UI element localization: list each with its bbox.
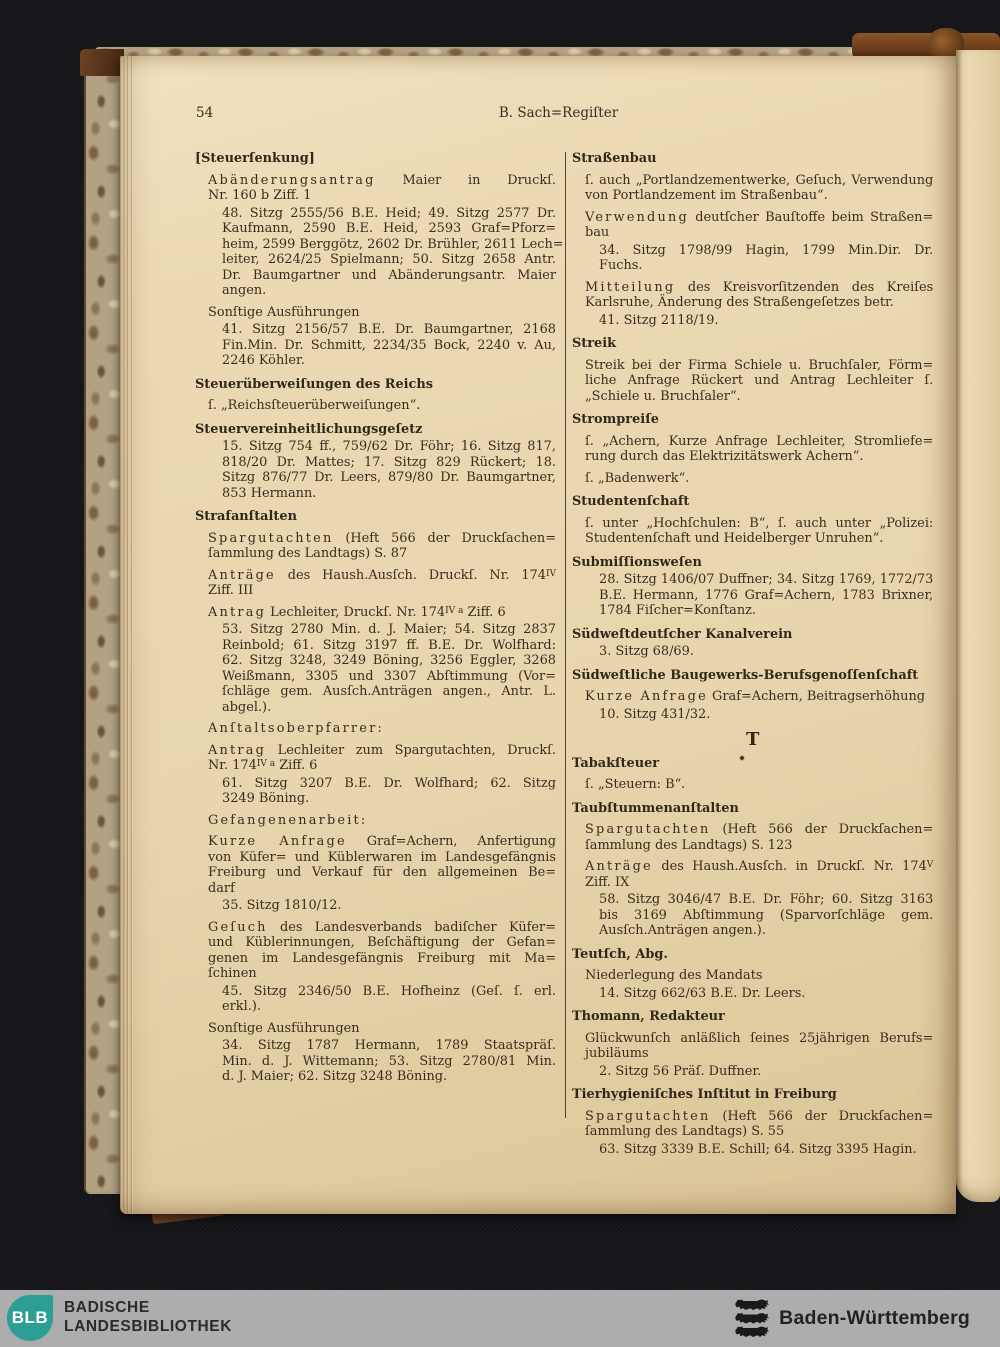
text-line: jubiläums xyxy=(585,1046,649,1061)
index-entry-heading: Steuerüberweiſungen des Reichs xyxy=(195,376,434,392)
text-line: ſammlung des Landtags) S. 55 xyxy=(585,1124,785,1139)
index-entry-block xyxy=(195,834,556,896)
index-entry-block xyxy=(195,1038,556,1085)
text-line: Kurze Anfrage Graf=Achern, Anfertigung xyxy=(208,834,556,849)
text-line: 58. Sitzg 3046/47 B.E. Dr. Föhr; 60. Sitzg 3163 xyxy=(599,892,934,907)
index-entry-block xyxy=(572,689,933,705)
blb-logo-text: BLB xyxy=(11,1308,49,1327)
index-entry-heading: Steuervereinheitlichungsgeſetz xyxy=(195,421,423,437)
text-line: 34. Sitzg 1798/99 Hagin, 1799 Min.Dir. Dr. xyxy=(599,242,934,258)
index-entry-block xyxy=(195,984,556,1015)
index-entry-heading: [Steuerſenkung] xyxy=(195,151,315,166)
text-line: 1784 Fiſcher=Konſtanz. xyxy=(599,603,757,618)
text-line: ſ. „Steuern: B“. xyxy=(585,777,686,792)
text-line: von Küfer= und Küblerwaren im Landesgefängnis xyxy=(208,849,556,865)
index-entry-block xyxy=(195,776,556,807)
index-entry-heading: Strafanſtalten xyxy=(195,509,297,524)
index-entry-block xyxy=(195,813,556,829)
text-line: Anträge des Haush.Ausſch. in Druckſ. Nr. $174^V$ xyxy=(585,859,934,874)
state-name: Baden-Württemberg xyxy=(779,1307,970,1329)
text-line: ſ. „Reichsſteuerüberweiſungen“. xyxy=(208,398,421,413)
text-line: 62. Sitzg 3248, 3249 Böning, 3256 Eggler, 3268 xyxy=(222,653,556,668)
text-line: Freiburg und Verkauf für den allgemeinen Be= xyxy=(208,865,556,880)
text-line: 45. Sitzg 2346/50 B.E. Hofheinz (Geſ. ſ. erl. xyxy=(222,983,556,999)
library-name xyxy=(64,1298,232,1336)
text-line: Spargutachten (Heft 566 der Druckſachen= xyxy=(585,1108,934,1124)
index-entry-heading: Tierhygieniſches Inſtitut in Freiburg xyxy=(572,1087,837,1102)
library-name-line1: BADISCHE xyxy=(64,1299,150,1316)
index-entry-block xyxy=(572,1142,933,1158)
text-line: ſammlung des Landtags) S. 123 xyxy=(585,837,793,853)
text-line: Abänderungsantrag Maier in Druckſ. xyxy=(208,172,556,188)
text-line: Sonſtige Ausführungen xyxy=(208,1020,360,1036)
index-entry-block xyxy=(572,173,933,204)
state-branding xyxy=(734,1290,970,1347)
text-line: Verwendung deutſcher Bauſtoffe beim Straßen= xyxy=(585,209,934,225)
text-line: darf xyxy=(208,880,235,896)
index-entry-block xyxy=(195,305,556,321)
text-line: 10. Sitzg 431/32. xyxy=(599,706,711,722)
index-entry-block xyxy=(195,1021,556,1037)
text-line: Nr. 160 b Ziff. 1 xyxy=(208,188,312,203)
index-entry-block xyxy=(572,822,933,853)
book-spine-leather-corner xyxy=(80,49,124,76)
text-line: 3249 Böning. xyxy=(222,791,310,806)
index-entry-heading: Südweſtdeutſcher Kanalverein xyxy=(572,626,793,642)
index-entry-block xyxy=(195,605,556,621)
index-entry-heading: Taubſtummenanſtalten xyxy=(572,800,739,816)
text-line: Reinbold; 61. Sitzg 3197 ff. B.E. Dr. Wolfhard: xyxy=(222,637,556,653)
text-line: ſ. auch „Portlandzementwerke, Geſuch, Verwendung xyxy=(585,172,934,188)
index-entry-block xyxy=(572,1109,933,1140)
index-entry-block xyxy=(572,707,933,723)
text-line: Geſuch des Landesverbands badiſcher Küfer= xyxy=(208,919,556,935)
text-line: 14. Sitzg 662/63 B.E. Dr. Leers. xyxy=(599,985,806,1001)
text-line: d. J. Maier; 62. Sitzg 3248 Böning. xyxy=(222,1069,448,1084)
text-line: bis 3169 Abſtimmung (Sparvorſchläge gem. xyxy=(599,907,934,923)
text-line: Fin.Min. Dr. Schmitt, 2234/35 Bock, 2240 v. Au, xyxy=(222,337,556,353)
index-entry-block xyxy=(572,777,933,793)
text-line: Karlsruhe, Änderung des Straßengeſetzes betr. xyxy=(585,295,894,310)
text-line: Mitteilung des Kreisvorſitzenden des Kreiſes xyxy=(585,279,934,295)
text-line: leiter, 2624/25 Spielmann; 50. Sitzg 2658 Antr. xyxy=(222,252,556,267)
index-entry-block xyxy=(195,531,556,562)
index-entry-block xyxy=(572,434,933,465)
index-entry xyxy=(572,1009,933,1079)
index-entry-block xyxy=(572,572,933,619)
blb-logo xyxy=(7,1295,53,1341)
index-entry-heading: Straßenbau xyxy=(572,151,657,166)
text-line: Ziff. IX xyxy=(585,874,630,890)
index-entry-block xyxy=(195,920,556,982)
text-line: Sonſtige Ausführungen xyxy=(208,304,360,320)
column-divider-rule xyxy=(565,152,566,1118)
text-line: liche Anfrage Rückert und Antrag Lechleiter ſ. xyxy=(585,373,934,388)
index-entry xyxy=(195,422,556,502)
text-line: ſchläge gem. Ausſch.Anträgen angen., Antr. L. xyxy=(222,684,556,699)
index-entry-block xyxy=(572,859,933,890)
index-entry xyxy=(572,947,933,1002)
text-line: Ziff. III xyxy=(208,583,254,598)
index-entry-block xyxy=(572,210,933,241)
text-line: ſchinen xyxy=(208,966,257,981)
text-line: angen. xyxy=(222,283,267,298)
text-line: Anträge des Haush.Ausſch. Druckſ. Nr. $174^{IV}$ xyxy=(208,567,556,583)
index-entry xyxy=(572,801,933,939)
index-entry xyxy=(572,756,933,793)
index-entry xyxy=(572,151,933,328)
page-number: 54 xyxy=(196,105,214,121)
text-line: von Portlandzement im Straßenbau“. xyxy=(585,188,828,203)
text-line: Weißmann, 3305 und 3307 Abſtimmung (Vor= xyxy=(222,668,556,684)
text-line: 34. Sitzg 1787 Hermann, 1789 Staatspräſ. xyxy=(222,1038,556,1053)
index-entry-block xyxy=(195,398,556,414)
index-entry xyxy=(195,151,564,369)
text-line: und Küblerinnungen, Beſchäftigung der Gefan= xyxy=(208,935,556,950)
text-line: Nr. $174^{IV a}$ Ziff. 6 xyxy=(208,758,318,773)
index-entry xyxy=(195,377,556,414)
index-entry-heading: Tabakſteuer xyxy=(572,755,660,771)
text-line: 35. Sitzg 1810/12. xyxy=(222,898,342,913)
text-line: rung durch das Elektrizitätswerk Achern“. xyxy=(585,449,864,464)
index-entry-block xyxy=(195,622,556,715)
index-entry xyxy=(572,494,933,547)
index-entry-block xyxy=(572,644,933,660)
book-cover-marbled-edge xyxy=(84,52,124,1194)
index-entry-block xyxy=(572,280,933,311)
text-line: 41. Sitzg 2156/57 B.E. Dr. Baumgartner, 2168 xyxy=(222,322,556,337)
text-line: B.E. Hermann, 1776 Graf=Achern, 1783 Brixner, xyxy=(599,587,934,603)
text-line: 853 Hermann. xyxy=(222,485,317,501)
index-entry-block xyxy=(572,1064,933,1080)
index-entry xyxy=(572,555,933,619)
index-entry-block xyxy=(195,205,564,299)
text-line: Min. d. J. Wittemann; 53. Sitzg 2780/81 Min. xyxy=(222,1053,556,1069)
index-entry-block xyxy=(572,313,933,329)
text-line: 818/20 Dr. Mattes; 17. Sitzg 829 Rückert; 18. xyxy=(222,454,556,470)
text-line: Glückwunſch anläßlich ſeines 25jährigen Berufs= xyxy=(585,1030,934,1046)
index-entry xyxy=(572,336,933,404)
library-footer-bar xyxy=(0,1290,1000,1347)
text-line: ſammlung des Landtags) S. 87 xyxy=(208,546,408,561)
text-line: Kaufmann, 2590 B.E. Heid, 2593 Graf=Pforz= xyxy=(222,221,556,236)
text-line: Antrag Lechleiter zum Spargutachten, Druckſ. xyxy=(208,742,556,758)
text-line: bau xyxy=(585,225,610,240)
index-entry-block xyxy=(572,968,933,984)
index-entry xyxy=(572,627,933,660)
text-line: Kurze Anfrage Graf=Achern, Beitragserhöhung xyxy=(585,689,926,704)
scanned-book-page xyxy=(120,56,956,1214)
left-column xyxy=(195,150,564,1206)
text-line: 15. Sitzg 754 ff., 759/62 Dr. Föhr; 16. Sitzg 817, xyxy=(222,439,556,454)
adjacent-page-fore-edge xyxy=(956,50,1000,1202)
text-line: 63. Sitzg 3339 B.E. Schill; 64. Sitzg 3395 Hagin. xyxy=(599,1141,917,1157)
baden-wuerttemberg-coat-of-arms-icon xyxy=(734,1297,770,1341)
index-entry-block xyxy=(572,516,933,547)
text-line: 2. Sitzg 56 Präſ. Duffner. xyxy=(599,1063,762,1079)
index-entry-block xyxy=(572,243,933,274)
text-line: genen im Landesgefängnis Freiburg mit Ma= xyxy=(208,950,556,966)
text-line: 48. Sitzg 2555/56 B.E. Heid; 49. Sitzg 2577 Dr. xyxy=(222,205,556,221)
text-line: erkl.). xyxy=(222,999,261,1014)
index-entry-block xyxy=(195,322,556,369)
text-line: Antrag Lechleiter, Druckſ. Nr. $174^{IV a}$ Ziff. 6 xyxy=(208,604,506,620)
index-entry-block xyxy=(572,358,933,405)
two-column-index xyxy=(195,150,934,1206)
index-entry xyxy=(572,412,933,486)
text-line: ſ. „Badenwerk“. xyxy=(585,470,690,486)
index-entry-heading: Streik xyxy=(572,336,617,351)
text-line: ſ. „Achern, Kurze Anfrage Lechleiter, Stromliefe= xyxy=(585,433,934,449)
text-line: Streik bei der Firma Schiele u. Bruchſaler, Förm= xyxy=(585,357,934,373)
text-line: Niederlegung des Mandats xyxy=(585,968,763,983)
index-entry-block xyxy=(195,568,556,599)
text-line: Gefangenenarbeit: xyxy=(208,812,368,828)
index-entry-block xyxy=(572,986,933,1002)
text-line: ſ. unter „Hochſchulen: B“, ſ. auch unter „Polizei: xyxy=(585,515,934,531)
index-entry-heading: Thomann, Redakteur xyxy=(572,1009,725,1024)
text-line: 61. Sitzg 3207 B.E. Dr. Wolfhard; 62. Sitzg xyxy=(222,775,556,791)
index-entry-block xyxy=(195,743,556,774)
text-line: Anſtaltsoberpfarrer: xyxy=(208,721,384,736)
index-entry xyxy=(572,1087,933,1157)
text-line: 3. Sitzg 68/69. xyxy=(599,644,694,659)
index-entry-block xyxy=(572,892,933,939)
index-entry-heading: Studentenſchaft xyxy=(572,494,690,509)
text-line: 41. Sitzg 2118/19. xyxy=(599,312,719,328)
index-entry-block xyxy=(195,439,556,501)
text-line: 28. Sitzg 1406/07 Duffner; 34. Sitzg 1769, 1772/73 xyxy=(599,572,934,587)
text-line: heim, 2599 Berggötz, 2602 Dr. Brühler, 2611 Lech= xyxy=(222,236,564,252)
text-line: „Schiele u. Bruchſaler“. xyxy=(585,388,741,404)
library-name-line2: LANDESBIBLIOTHEK xyxy=(64,1318,233,1335)
index-entry-block xyxy=(195,898,556,914)
text-line: abgel.). xyxy=(222,699,272,715)
text-line: Dr. Baumgartner und Abänderungsantr. Maier xyxy=(222,267,556,283)
text-line: 2246 Köhler. xyxy=(222,353,305,368)
text-line: Sitzg 876/77 Dr. Leers, 879/80 Dr. Baumgartner, xyxy=(222,470,556,485)
text-line: Spargutachten (Heft 566 der Druckſachen= xyxy=(585,822,934,837)
right-column xyxy=(572,150,933,1206)
index-entry-heading: Submiſſionsweſen xyxy=(572,554,702,570)
page-header-row xyxy=(195,105,922,125)
text-line: Studentenſchaft und Heidelberger Unruhen“. xyxy=(585,531,884,546)
index-entry-block xyxy=(572,1031,933,1062)
index-entry xyxy=(195,509,556,1085)
index-entry-block xyxy=(195,173,556,204)
index-entry-heading: Teutſch, Abg. xyxy=(572,946,668,962)
text-line: 53. Sitzg 2780 Min. d. J. Maier; 54. Sitzg 2837 xyxy=(222,622,556,637)
index-entry-block xyxy=(572,471,933,487)
text-line: Ausſch.Anträgen angen.). xyxy=(599,923,766,938)
index-entry xyxy=(572,668,933,723)
section-letter-divider xyxy=(572,729,933,750)
index-entry-heading: Strompreiſe xyxy=(572,412,659,427)
running-header: B. Sach=Regiſter xyxy=(498,105,619,121)
index-entry-heading: Südweſtliche Baugewerks-Berufsgenoſſenſchaft xyxy=(572,667,919,683)
text-line: Fuchs. xyxy=(599,258,643,273)
index-entry-block xyxy=(195,721,556,737)
section-letter: T xyxy=(745,729,760,750)
text-line: Spargutachten (Heft 566 der Druckſachen= xyxy=(208,530,556,546)
